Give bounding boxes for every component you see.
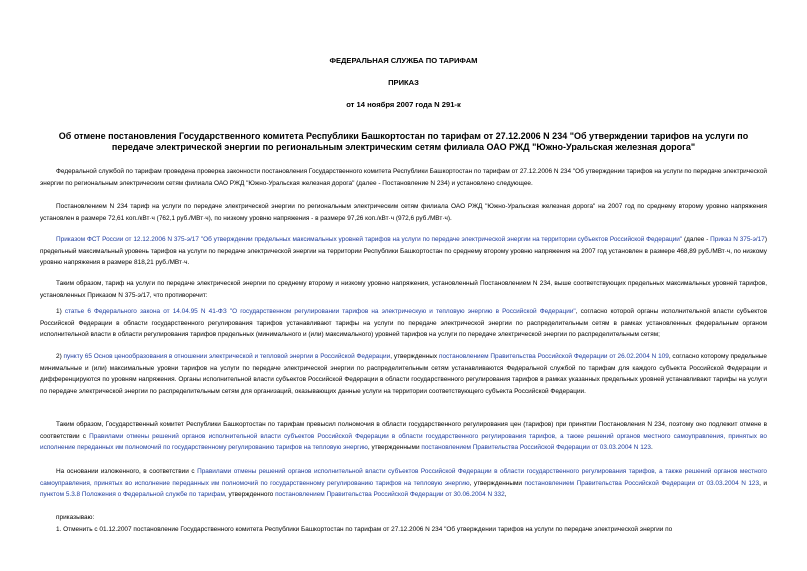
pricing-basics-link[interactable]: пункту 65 Основ ценообразования в отношении электрической и тепловой энергии в Российской Федерации xyxy=(63,353,391,360)
government-decree-109-link[interactable]: постановлением Правительства Российской Федерации от 26.02.2004 N 109 xyxy=(438,353,669,360)
paragraph-7: Таким образом, Государственный комитет Республики Башкортостан по тарифам превысил полномочия в области государственного регулирования цен (тарифов) при принятии Постановления N 234, поэтому оно подлежит отмене в соответствии с Правилами отмены решений органов исполнительной власти субъектов Российской Федерации в области государственного регулирования тарифов, а также решений органов местного самоуправления, принятых во исполнение переданных им полномочий по государственному регулированию тарифов на тепловую энергию, утвержденными постановлением Правительства Российской Федерации от 03.03.2004 N 123. xyxy=(40,421,767,452)
agency-name: ФЕДЕРАЛЬНАЯ СЛУЖБА ПО ТАРИФАМ xyxy=(329,56,478,65)
paragraph-2: Постановлением N 234 тариф на услуги по передаче электрической энергии по региональным электрическим сетям филиала ОАО РЖД "Южно-Уральская железная дорога" на 2007 год по среднему второму уровню напряжения установлен в размере 72,61 коп./кВт·ч (762,1 руб./МВт·ч), по низкому уровню напряжения - в размере 97,26 коп./кВт·ч (972,6 руб./МВт·ч). xyxy=(40,203,767,222)
document-date-number: от 14 ноября 2007 года N 291-к xyxy=(346,100,461,109)
government-decree-123-link-2[interactable]: постановлением Правительства Российской Федерации от 03.03.2004 N 123 xyxy=(524,479,760,487)
paragraph-5: 1) статье 6 Федерального закона от 14.04.95 N 41-ФЗ "О государственном регулировании тарифов на электрическую и тепловую энергию в Российской Федерации", согласно которой органы исполнительной власти субъектов Российской Федерации в области государственного регулирования тарифов устанавливают тарифы на услуги по передаче электрической энергии по распределительным сетям в рамках установленных федеральным органом исполнительной власти в области регулирования тарифов предельных (минимального и (или) максимального) уровней тарифов на услуги по передаче электрической энергии по распределительным сетям; xyxy=(40,308,767,339)
paragraph-order-word: приказываю: xyxy=(56,514,95,521)
paragraph-3: Приказом ФСТ России от 12.12.2006 N 375-э/17 "Об утверждении предельных максимальных уровней тарифов на услуги по передаче электрической энергии на территории субъектов Российской Федерации" (далее - Приказ N 375-э/17) предельный максимальный уровень тарифов на услуги по передаче электрической энергии на территории Республики Башкортостан по среднему второму уровню напряжения на 2007 год установлен в размере 468,89 руб./МВт·ч, по низкому уровню напряжения в размере 818,21 руб./МВт·ч. xyxy=(40,236,767,267)
paragraph-1: Федеральной службой по тарифам проведена проверка законности постановления Государственного комитета Республики Башкортостан по тарифам от 27.12.2006 N 234 "Об утверждении тарифов на услуги по передаче электрической энергии по региональным электрическим сетям филиала ОАО РЖД "Южно-Уральская железная дорога" (далее - Постановление N 234) и установлено следующее. xyxy=(40,168,767,187)
government-decree-123-link[interactable]: постановлением Правительства Российской Федерации от 03.03.2004 N 123 xyxy=(421,444,651,452)
order-375-short-link[interactable]: Приказ N 375-э/17 xyxy=(710,236,765,243)
government-decree-332-link[interactable]: постановлением Правительства Российской Федерации от 30.06.2004 N 332 xyxy=(275,491,505,499)
paragraph-item-1: 1. Отменить с 01.12.2007 постановление Государственного комитета Республики Башкортостан по тарифам от 27.12.2006 N 234 "Об утверждении тарифов на услуги по передаче электрической энергии по xyxy=(56,526,673,533)
document-type: ПРИКАЗ xyxy=(388,78,419,87)
federal-law-article-6-link[interactable]: статье 6 Федерального закона от 14.04.95 N 41-ФЗ "О государственном регулировании тарифов на электрическую и тепловую энергию в Российской Федерации" xyxy=(64,308,576,315)
cancellation-rules-link-2[interactable]: Правилами отмены решений органов исполнительной власти субъектов Российской Федерации в области государственного регулирования тарифов, а также решений органов местного самоуправления, принятых во исполнение переданных им полномочий по государственному регулированию тарифов на тепловую энергию xyxy=(40,468,767,487)
paragraph-4: Таким образом, тариф на услуги по передаче электрической энергии по среднему второму и низкому уровню напряжения, установленный Постановлением N 234, выше соответствующих предельных максимальных уровней тарифов, установленных Приказом N 375-э/17, что противоречит: xyxy=(40,280,767,299)
order-375-link[interactable]: Приказом ФСТ России от 12.12.2006 N 375-э/17 "Об утверждении предельных максимальных уровней тарифов на услуги по передаче электрической энергии на территории субъектов Российской Федерации" xyxy=(56,236,683,243)
cancellation-rules-link[interactable]: Правилами отмены решений органов исполнительной власти субъектов Российской Федерации в области государственного регулирования тарифов, а также решений органов местного самоуправления, принятых во исполнение переданных им полномочий по государственному регулированию тарифов на тепловую энергию xyxy=(40,432,767,452)
document-title: Об отмене постановления Государственного комитета Республики Башкортостан по тарифам от 27.12.2006 N 234 "Об утверждении тарифов на услуги по передаче электрической энергии по региональным электрическим сетям филиала ОАО РЖД "Южно-Уральская железная дорога" xyxy=(58,131,749,152)
paragraph-6: 2) пункту 65 Основ ценообразования в отношении электрической и тепловой энергии в Российской Федерации, утвержденных постановлением Правительства Российской Федерации от 26.02.2004 N 109, согласно которому предельные минимальные и (или) максимальные уровни тарифов на услуги по передаче электрической энергии по распределительным сетям устанавливаются Федеральной службой по тарифам для каждого субъекта Российской Федерации и дифференцируются по уровням напряжения. Органы исполнительной власти субъектов Российской Федерации в области государственного регулирования тарифов в рамках указанных предельных уровней устанавливают тарифы на услуги по передаче электрической энергии по распределительным сетям для организаций, оказывающих данные услуги на территории соответствующего субъекта Российской Федерации. xyxy=(40,353,767,395)
paragraph-8: На основании изложенного, в соответствии с Правилами отмены решений органов исполнительной власти субъектов Российской Федерации в области государственного регулирования тарифов, а также решений органов местного самоуправления, принятых во исполнение переданных им полномочий по государственному регулированию тарифов на тепловую энергию, утвержденными постановлением Правительства Российской Федерации от 03.03.2004 N 123, и пунктом 5.3.8 Положения о Федеральной службе по тарифам, утвержденного постановлением Правительства Российской Федерации от 30.06.2004 N 332, xyxy=(40,468,767,499)
regulation-fts-5-3-8-link[interactable]: пунктом 5.3.8 Положения о Федеральной службе по тарифам xyxy=(40,491,225,499)
